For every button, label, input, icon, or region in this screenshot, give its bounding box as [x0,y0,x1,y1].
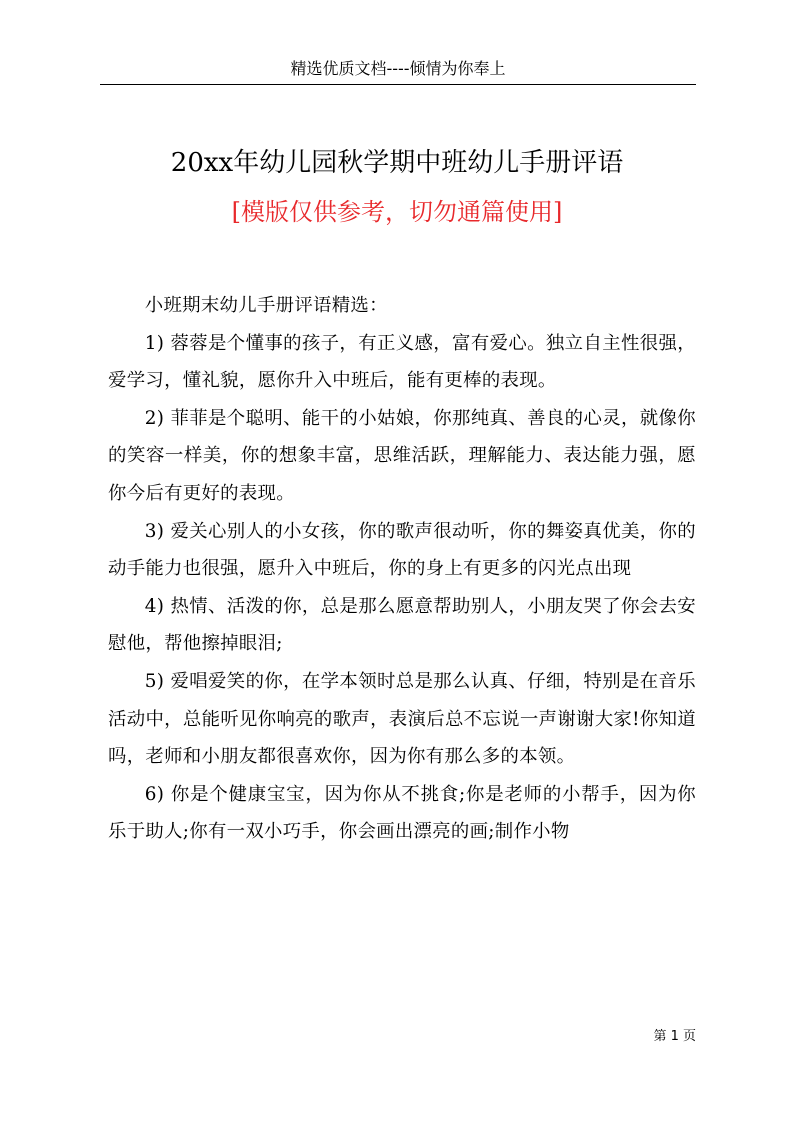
paragraph-1: 1) 蓉蓉是个懂事的孩子，有正义感，富有爱心。独立自主性很强，爱学习，懂礼貌，愿你升入中班后，能有更棒的表现。 [108,332,696,392]
header-divider [100,84,696,85]
paragraph-2: 2) 菲菲是个聪明、能干的小姑娘，你那纯真、善良的心灵，就像你的笑容一样美，你的想象丰富，思维活跃，理解能力、表达能力强，愿你今后有更好的表现。 [108,407,696,504]
document-body [108,287,696,851]
paragraph-intro: 小班期末幼儿手册评语精选： [144,295,388,316]
page-header: 精选优质文档----倾情为你奉上 [290,59,506,78]
document-subtitle: [模版仅供参考，切勿通篇使用] [231,198,563,226]
paragraph-3: 3) 爱关心别人的小女孩，你的歌声很动听，你的舞姿真优美，你的动手能力也很强，愿升入中班后，你的身上有更多的闪光点出现 [108,520,696,580]
document-title: 20xx年幼儿园秋学期中班幼儿手册评语 [170,148,624,178]
page-number: 第 1 页 [653,1029,696,1044]
paragraph-5: 5) 爱唱爱笑的你，在学本领时总是那么认真、仔细，特别是在音乐活动中，总能听见你响亮的歌声，表演后总不忘说一声谢谢大家!你知道吗，老师和小朋友都很喜欢你，因为你有那么多的本领。 [108,670,696,768]
paragraph-4: 4) 热情、活泼的你，总是那么愿意帮助别人，小朋友哭了你会去安慰他，帮他擦掉眼泪; [108,595,696,655]
paragraph-6: 6) 你是个健康宝宝，因为你从不挑食;你是老师的小帮手，因为你乐于助人;你有一双小巧手，你会画出漂亮的画;制作小物 [108,783,696,843]
